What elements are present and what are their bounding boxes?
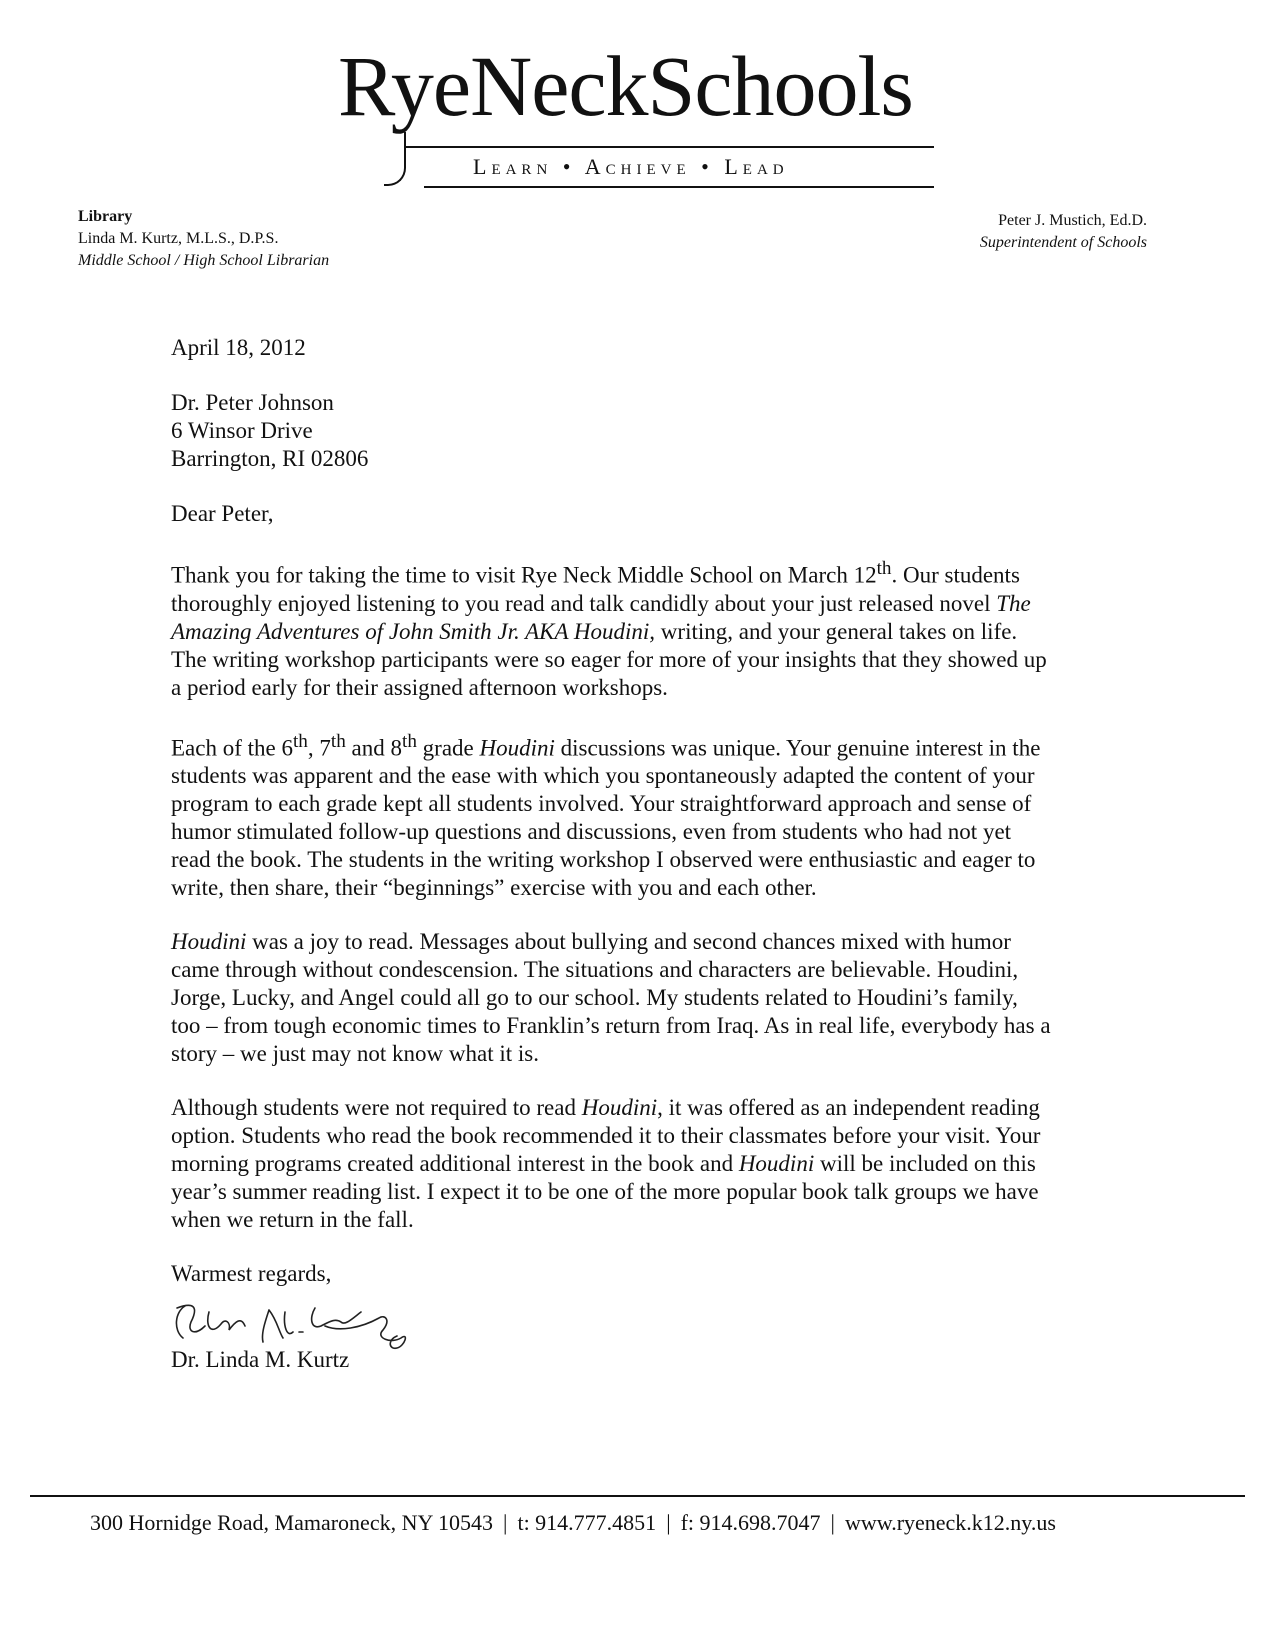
footer-separator: | — [666, 1510, 671, 1535]
footer-contact — [90, 1510, 1056, 1536]
footer-phone: t: 914.777.4851 — [517, 1510, 657, 1535]
school-logo — [338, 36, 938, 179]
superintendent-name: Peter J. Mustich, Ed.D. — [998, 212, 1147, 229]
closing: Warmest regards, — [171, 1261, 332, 1287]
handwritten-signature — [165, 1292, 445, 1352]
superintendent-title: Superintendent of Schools — [979, 234, 1147, 251]
logo-rule-top — [406, 146, 934, 148]
footer-rule — [30, 1495, 1245, 1497]
superintendent-block — [980, 210, 1147, 254]
signer-name: Dr. Linda M. Kurtz — [171, 1347, 350, 1373]
recipient-line: Barrington, RI 02806 — [171, 446, 369, 471]
logo-hook-stroke — [384, 132, 406, 186]
footer-separator: | — [830, 1510, 835, 1535]
footer-address: 300 Hornidge Road, Mamaroneck, NY 10543 — [90, 1510, 494, 1535]
recipient-address — [171, 389, 1051, 473]
sender-department-block — [78, 206, 329, 272]
paragraph-2: Each of the 6th, 7th and 8th grade Houdini discussions was unique. Your genuine interest in the students was apparent and the ease with which you spontaneously adapted the content of your program to each grade kept all students involved. Your straightforward approach and sense of humor stimulated follow-up questions and discussions, even from students who had not yet read the book. The students in the writing workshop I observed were enthusiastic and eager to write, then share, their “beginnings” exercise with you and each other. — [171, 730, 1041, 901]
recipient-line: 6 Winsor Drive — [171, 418, 313, 443]
letter-date: April 18, 2012 — [171, 335, 306, 360]
footer-website: www.ryeneck.k12.ny.us — [844, 1510, 1056, 1535]
paragraph-1: Thank you for taking the time to visit Rye Neck Middle School on March 12th. Our students thoroughly enjoyed listening to you read and talk candidly about your just released novel The Amazing Adventures of John Smith Jr. AKA Houdini, writing, and your general takes on life. The writing workshop participants were so eager for more of your insights that they showed up a period early for their assigned afternoon workshops. — [171, 558, 1047, 700]
department-name: Library — [78, 208, 133, 225]
logo-title: RyeNeckSchools — [338, 38, 913, 134]
librarian-role: Middle School / High School Librarian — [78, 252, 330, 269]
footer-separator: | — [503, 1510, 508, 1535]
letter-body — [171, 334, 1051, 1374]
paragraph-3: Houdini was a joy to read. Messages about bullying and second chances mixed with humor came through without condescension. The situations and characters are believable. Houdini, Jorge, Lucky, and Angel could all go to our school. My students related to Houdini’s family, too – from tough economic times to Franklin’s return from Iraq. As in real life, everybody has a story – we just may not know what it is. — [171, 929, 1051, 1067]
paragraph-4: Although students were not required to read Houdini, it was offered as an independent reading option. Students who read the book recommended it to their classmates before your visit. Your morning programs created additional interest in the book and Houdini will be included on this year’s summer reading list. I expect it to be one of the more popular book talk groups we have when we return in the fall. — [171, 1095, 1041, 1233]
book-title: The Amazing Adventures of John Smith Jr. AKA Houdini, — [171, 590, 1031, 644]
logo-rule-bottom — [424, 186, 934, 188]
librarian-name: Linda M. Kurtz, M.L.S., D.P.S. — [78, 230, 279, 247]
salutation: Dear Peter, — [171, 501, 274, 526]
footer-fax: f: 914.698.7047 — [680, 1510, 821, 1535]
logo-tagline: Learn • Achieve • Lead — [473, 154, 789, 179]
recipient-line: Dr. Peter Johnson — [171, 390, 334, 415]
